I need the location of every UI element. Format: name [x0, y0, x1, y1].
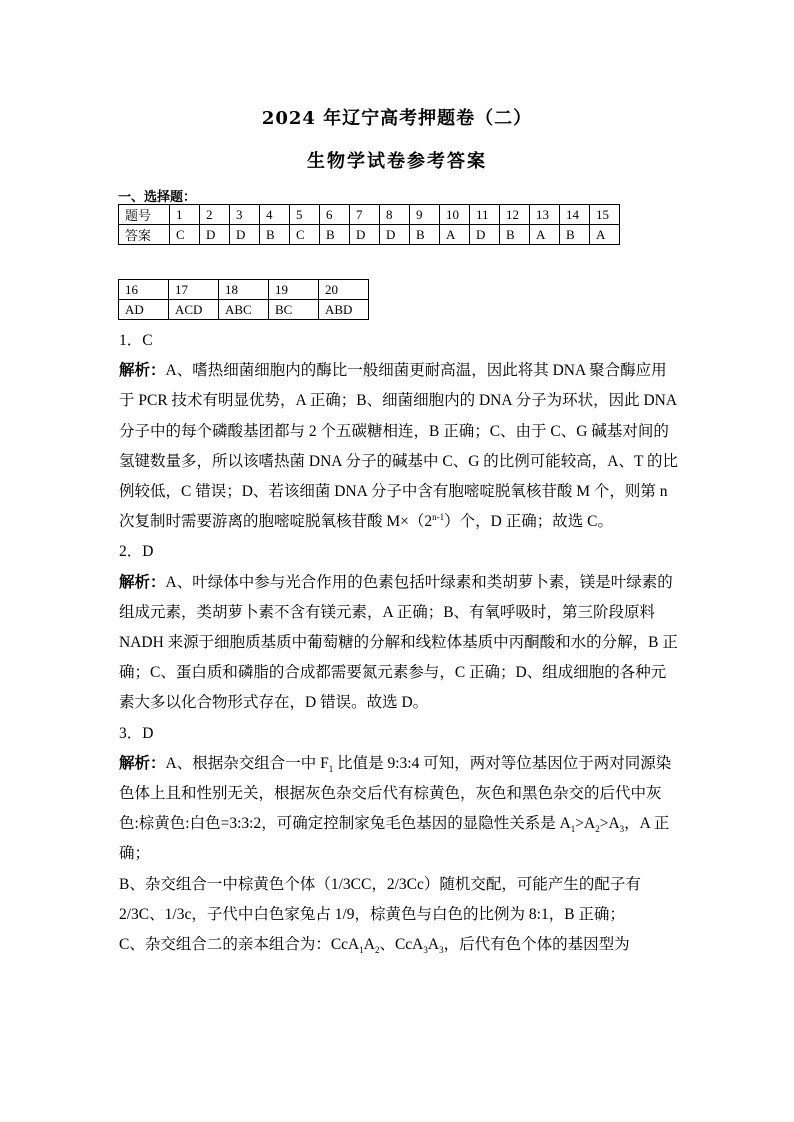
table-cell: D	[470, 225, 500, 245]
explanation-text: A、叶绿体中参与光合作用的色素包括叶绿素和类胡萝卜素，镁是叶绿素的组成元素，类胡萝卜素不含有镁元素，A 正确；B、有氧呼吸时，第三阶段原料 NADH 来源于细胞质基质中葡萄糖的分解和线粒体基质中丙酮酸和水的分解，B 正确；C、蛋白质和磷脂的合成都需要氮元素参与，C 正确；D、组成细胞的各种元素大多以化合物形式存在，D 错误。故选 D。	[119, 573, 678, 712]
table-cell: 9	[410, 205, 440, 225]
table-cell: B	[500, 225, 530, 245]
table-cell: A	[440, 225, 470, 245]
question-3-explanation-c	[119, 930, 679, 960]
answer-table-2	[118, 279, 369, 320]
table-cell: 4	[260, 205, 290, 225]
table-cell: D	[200, 225, 230, 245]
question-2-explanation	[119, 568, 679, 719]
explanation-text: 比值是 9:3:4 可知，两对等位基因位于两对同源染色体上且和性别无关，根据灰色杂交后代有棕黄色，灰色和黑色杂交的后代中灰色:棕黄色:白色=3:3:2，可确定控制家兔毛色基因的显隐性关系是 A	[119, 754, 672, 833]
table-cell: D	[230, 225, 260, 245]
page-title: 2024 年辽宁高考押题卷（二）	[261, 108, 533, 129]
question-2-heading: 2．D	[119, 543, 154, 561]
subscript: 1	[570, 824, 576, 835]
explanation-text: >A	[599, 815, 620, 833]
table-cell: 16	[119, 280, 169, 300]
explanation-label: 解析：	[119, 362, 166, 380]
table-cell: B	[260, 225, 290, 245]
subscript: 3	[619, 824, 625, 835]
table-cell: AD	[119, 300, 169, 320]
question-1-heading: 1．C	[119, 332, 153, 349]
table-cell: ABD	[319, 300, 369, 320]
table-cell: D	[380, 225, 410, 245]
table-row	[119, 300, 369, 320]
superscript: n-1	[432, 512, 445, 523]
table-cell: 5	[290, 205, 320, 225]
explanation-label: 解析：	[119, 573, 166, 591]
table-cell: C	[290, 225, 320, 245]
table-cell: 7	[350, 205, 380, 225]
explanation-label: 解析：	[119, 754, 166, 772]
table-cell: B	[410, 225, 440, 245]
table-cell: 20	[319, 280, 369, 300]
subscript: 2	[595, 824, 600, 835]
table-cell: 15	[590, 205, 620, 225]
table-cell: 11	[470, 205, 500, 225]
subscript: 3	[439, 945, 444, 956]
table-cell: 答案	[119, 225, 170, 245]
table-cell: B	[560, 225, 590, 245]
explanation-text: C、杂交组合二的亲本组合为：CcA	[119, 936, 360, 954]
explanation-text: A	[363, 936, 375, 954]
table-cell: 2	[200, 205, 230, 225]
table-row	[119, 225, 620, 245]
answer-table-1	[118, 204, 620, 245]
table-cell: 3	[230, 205, 260, 225]
subscript: 3	[423, 945, 428, 956]
table-cell: 1	[170, 205, 200, 225]
table-cell: 8	[380, 205, 410, 225]
question-3-explanation	[119, 749, 679, 870]
question-3-explanation-b: B、杂交组合一中棕黄色个体（1/3CC，2/3Cc）随机交配，可能产生的配子有 2/3C、1/3c，子代中白色家兔占 1/9，棕黄色与白色的比例为 8:1，B 正确；	[119, 875, 641, 923]
table-cell: 19	[269, 280, 319, 300]
table-cell: 13	[530, 205, 560, 225]
table-row	[119, 280, 369, 300]
table-cell: 12	[500, 205, 530, 225]
table-cell: 10	[440, 205, 470, 225]
table-cell: BC	[269, 300, 319, 320]
explanation-text: >A	[575, 815, 596, 833]
question-1-explanation	[119, 356, 679, 537]
table-row	[119, 205, 620, 225]
table-cell: B	[320, 225, 350, 245]
table-cell: A	[590, 225, 620, 245]
explanations	[119, 326, 679, 960]
explanation-text: 、CcA	[379, 936, 424, 954]
section-label: 一、选择题：	[118, 190, 197, 205]
explanation-text: ，后代有色个体的基因型为	[443, 936, 630, 954]
table-cell: ACD	[169, 300, 219, 320]
table-cell: C	[170, 225, 200, 245]
explanation-text: A、根据杂交组合一中 F	[165, 754, 329, 772]
table-cell: 题号	[119, 205, 170, 225]
table-cell: 17	[169, 280, 219, 300]
explanation-text: A	[427, 936, 440, 954]
subscript: 1	[359, 945, 364, 956]
table-cell: ABC	[219, 300, 269, 320]
table-cell: D	[350, 225, 380, 245]
question-3-heading: 3．D	[119, 724, 154, 742]
explanation-text: ）个，D 正确；故选 C。	[444, 513, 613, 531]
table-cell: 18	[219, 280, 269, 300]
table-cell: A	[530, 225, 560, 245]
subscript: 2	[374, 945, 380, 956]
explanation-text: ，A 正确；	[119, 815, 670, 863]
table-cell: 6	[320, 205, 350, 225]
subscript: 1	[328, 763, 334, 774]
explanation-text: A、嗜热细菌细胞内的酶比一般细菌更耐高温，因此将其 DNA 聚合酶应用于 PCR 技术有明显优势，A 正确；B、细菌细胞内的 DNA 分子为环状，因此 DNA 分子中的每个磷酸基团都与 2 个五碳糖相连，B 正确；C、由于 C、G 碱基对间的氢键数量多，所以该嗜热菌 DNA 分子的碱基中 C、G 的比例可能较高，A、T 的比例较低，C 错误；D、若该细菌 DNA 分子中含有胞嘧啶脱氧核苷酸 M 个，则第 n 次复制时需要游离的胞嘧啶脱氧核苷酸 M×（2	[119, 362, 679, 531]
table-cell: 14	[560, 205, 590, 225]
page-subtitle: 生物学试卷参考答案	[307, 151, 487, 172]
